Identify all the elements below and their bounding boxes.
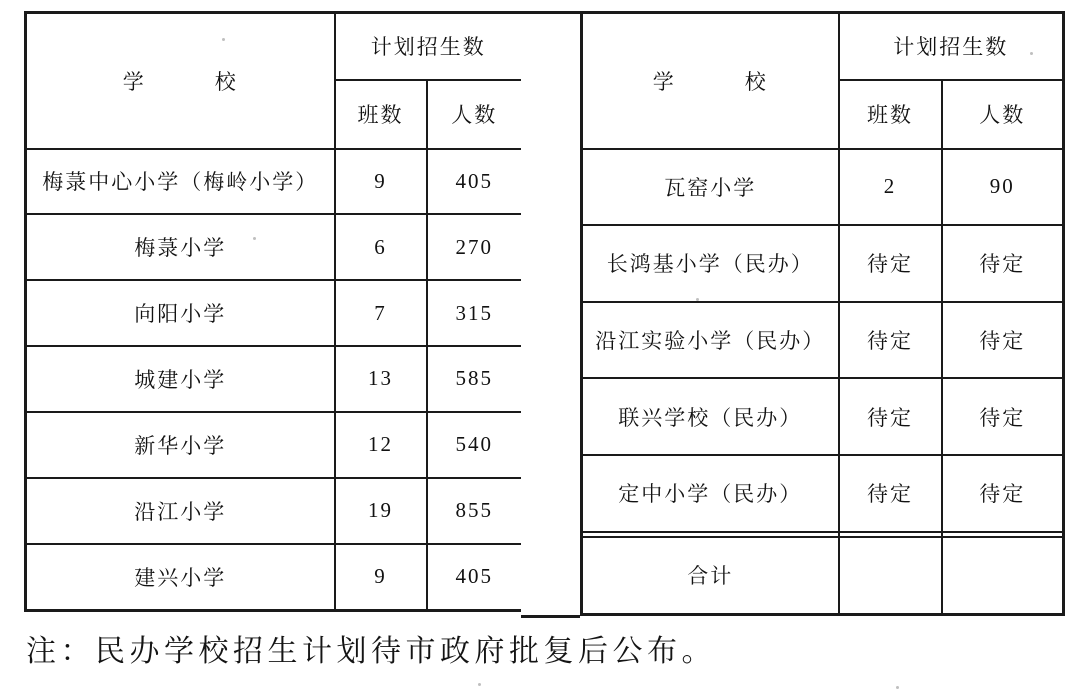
table-separator-column: [521, 11, 580, 618]
header-row: [26, 13, 523, 80]
planned-enrollment-header: 计划招生数: [335, 13, 523, 80]
class-count-cell: 9: [335, 544, 427, 611]
table-row: [582, 537, 1064, 615]
student-count-header: 人数: [427, 80, 523, 149]
class-count-cell: 待定: [839, 302, 942, 379]
total-label-cell: 合计: [582, 537, 839, 615]
school-name-cell: 梅菉小学: [26, 214, 335, 280]
student-count-cell: 待定: [942, 225, 1064, 302]
left-enrollment-table: [24, 11, 524, 612]
class-count-cell: 2: [839, 149, 942, 226]
student-count-cell: 270: [427, 214, 523, 280]
student-count-cell: [942, 537, 1064, 615]
class-count-cell: 9: [335, 149, 427, 215]
school-name-cell: 定中小学（民办）: [582, 455, 839, 532]
student-count-cell: 待定: [942, 378, 1064, 455]
table-row: [26, 346, 523, 412]
student-count-cell: 540: [427, 412, 523, 478]
header-row: [582, 13, 1064, 80]
school-header: 学 校: [582, 13, 839, 149]
scan-speck: [222, 38, 225, 41]
school-name-cell: 建兴小学: [26, 544, 335, 611]
planned-enrollment-header: 计划招生数: [839, 13, 1064, 80]
class-count-header: 班数: [839, 80, 942, 149]
class-count-cell: 19: [335, 478, 427, 544]
student-count-cell: 585: [427, 346, 523, 412]
scan-speck: [1030, 52, 1033, 55]
school-name-cell: 联兴学校（民办）: [582, 378, 839, 455]
class-count-cell: 待定: [839, 225, 942, 302]
student-count-cell: 90: [942, 149, 1064, 226]
table-row: [26, 280, 523, 346]
student-count-cell: 855: [427, 478, 523, 544]
footnote: 注：民办学校招生计划待市政府批复后公布。: [26, 635, 716, 668]
table-row: [26, 478, 523, 544]
table-row: [582, 378, 1064, 455]
scan-speck: [696, 298, 699, 301]
student-count-cell: 315: [427, 280, 523, 346]
school-name-cell: 沿江小学: [26, 478, 335, 544]
student-count-cell: 405: [427, 544, 523, 611]
class-count-cell: [839, 537, 942, 615]
school-name-cell: 长鸿基小学（民办）: [582, 225, 839, 302]
class-count-cell: 13: [335, 346, 427, 412]
class-count-cell: 12: [335, 412, 427, 478]
table-row: [26, 214, 523, 280]
class-count-header: 班数: [335, 80, 427, 149]
class-count-cell: 待定: [839, 455, 942, 532]
school-name-cell: 新华小学: [26, 412, 335, 478]
school-name-cell: 梅菉中心小学（梅岭小学）: [26, 149, 335, 215]
school-name-cell: 向阳小学: [26, 280, 335, 346]
table-row: [582, 225, 1064, 302]
table-row: [582, 302, 1064, 379]
student-count-cell: 待定: [942, 455, 1064, 532]
school-name-cell: 城建小学: [26, 346, 335, 412]
class-count-cell: 待定: [839, 378, 942, 455]
student-count-cell: 405: [427, 149, 523, 215]
class-count-cell: 6: [335, 214, 427, 280]
scan-speck: [478, 683, 481, 686]
student-count-header: 人数: [942, 80, 1064, 149]
class-count-cell: 7: [335, 280, 427, 346]
student-count-cell: 待定: [942, 302, 1064, 379]
table-row: [26, 544, 523, 611]
table-row: [26, 412, 523, 478]
scan-speck: [896, 686, 899, 689]
table-row: [582, 149, 1064, 226]
table-row: [582, 455, 1064, 532]
right-enrollment-table: [580, 11, 1065, 616]
school-name-cell: 沿江实验小学（民办）: [582, 302, 839, 379]
scan-speck: [253, 237, 256, 240]
school-header: 学 校: [26, 13, 335, 149]
table-row: [26, 149, 523, 215]
school-name-cell: 瓦窑小学: [582, 149, 839, 226]
